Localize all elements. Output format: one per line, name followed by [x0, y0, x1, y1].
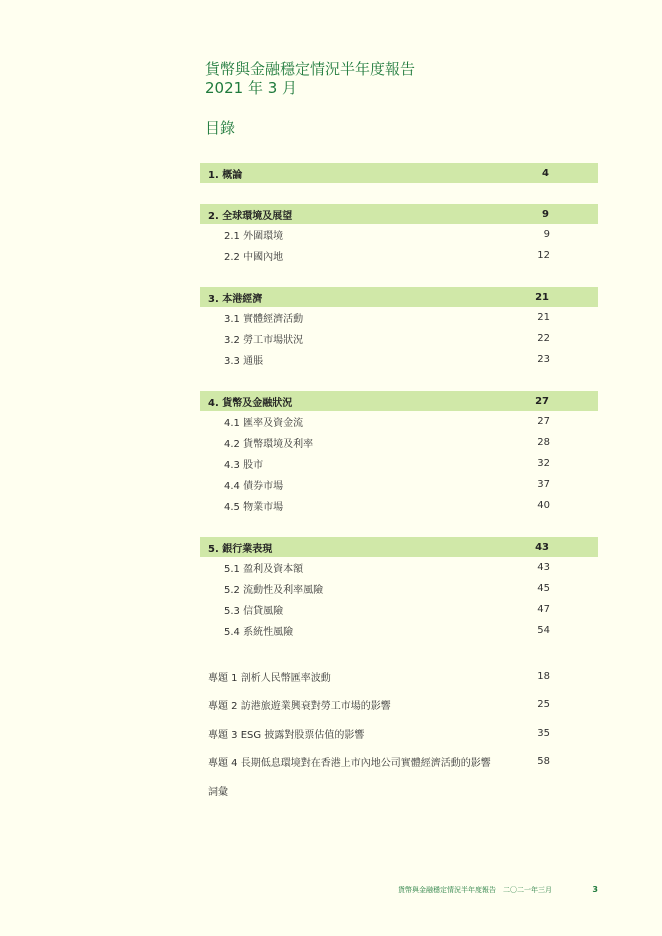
toc-special-topic[interactable]	[200, 691, 598, 720]
toc-subitem[interactable]	[200, 224, 598, 245]
toc-label: 4.2 貨幣環境及利率	[224, 439, 314, 450]
toc-section	[200, 287, 598, 370]
toc-label: 5.1 盈利及資本額	[224, 564, 304, 575]
toc-page-number: 32	[537, 458, 550, 469]
toc-subitem[interactable]	[200, 495, 598, 516]
toc-subitem[interactable]	[200, 474, 598, 495]
toc-subitem[interactable]	[200, 411, 598, 432]
toc-page-number: 37	[537, 479, 550, 490]
toc-page-number: 22	[537, 333, 550, 344]
toc-label: 5.3 信貸風險	[224, 606, 284, 617]
report-date: 2021 年 3 月	[205, 79, 298, 97]
toc-label: 3.1 實體經濟活動	[224, 314, 304, 325]
toc-page-number: 43	[537, 562, 550, 573]
toc-label: 專題 3 ESG 披露對股票估值的影響	[208, 729, 365, 741]
toc-page-number: 47	[537, 604, 550, 615]
toc-section	[200, 204, 598, 266]
toc-section	[200, 537, 598, 641]
toc-page-number: 9	[543, 229, 550, 240]
toc-label: 4.5 物業市場	[224, 502, 284, 513]
toc-subitem[interactable]	[200, 599, 598, 620]
toc-subitem[interactable]	[200, 307, 598, 328]
toc-label: 3.3 通脹	[224, 356, 264, 367]
toc-page-number: 9	[542, 208, 549, 220]
table-of-contents	[200, 163, 598, 805]
toc-section-heading[interactable]	[200, 163, 598, 183]
toc-page-number: 27	[537, 416, 550, 427]
toc-section	[200, 391, 598, 516]
toc-page-number: 35	[537, 727, 550, 739]
toc-page-number: 45	[537, 583, 550, 594]
toc-subitem[interactable]	[200, 578, 598, 599]
toc-label: 5.2 流動性及利率風險	[224, 585, 324, 596]
toc-page-number: 23	[537, 354, 550, 365]
report-title: 貨幣與金融穩定情況半年度報告	[205, 60, 416, 78]
toc-page-number: 27	[535, 395, 549, 407]
toc-section-heading[interactable]	[200, 537, 598, 557]
toc-label: 3.2 勞工市場狀況	[224, 335, 304, 346]
toc-label: 5. 銀行業表現	[208, 543, 273, 555]
toc-page-number: 40	[537, 500, 550, 511]
toc-label: 4.3 股市	[224, 460, 264, 471]
toc-section-heading[interactable]	[200, 391, 598, 411]
toc-subitem[interactable]	[200, 432, 598, 453]
toc-label: 5.4 系統性風險	[224, 627, 294, 638]
toc-subitem[interactable]	[200, 245, 598, 266]
toc-label: 4.1 匯率及資金流	[224, 418, 304, 429]
toc-label: 1. 概論	[208, 169, 243, 181]
page-number: 3	[592, 885, 598, 894]
toc-label: 2. 全球環境及展望	[208, 210, 293, 222]
toc-section	[200, 163, 598, 183]
page-footer	[398, 885, 598, 895]
toc-subitem[interactable]	[200, 349, 598, 370]
toc-label: 專題 1 剖析人民幣匯率波動	[208, 672, 331, 684]
toc-section-heading[interactable]	[200, 204, 598, 224]
toc-label: 4. 貨幣及金融狀況	[208, 397, 293, 409]
toc-page-number: 25	[537, 699, 550, 711]
toc-page-number: 43	[535, 541, 549, 553]
toc-label: 2.1 外圍環境	[224, 231, 284, 242]
toc-page-number: 28	[537, 437, 550, 448]
toc-label: 詞彙	[208, 786, 228, 798]
toc-page-number: 58	[537, 756, 550, 768]
toc-subitem[interactable]	[200, 328, 598, 349]
toc-section-heading[interactable]	[200, 287, 598, 307]
toc-special-topic[interactable]	[200, 776, 598, 805]
toc-label: 專題 4 長期低息環境對在香港上市內地公司實體經濟活動的影響	[208, 758, 491, 770]
toc-subitem[interactable]	[200, 557, 598, 578]
toc-special-topic[interactable]	[200, 748, 598, 777]
toc-label: 專題 2 訪港旅遊業興衰對勞工市場的影響	[208, 701, 391, 713]
toc-page-number: 12	[537, 250, 550, 261]
toc-page-number: 21	[537, 312, 550, 323]
toc-special-topic[interactable]	[200, 719, 598, 748]
toc-page-number: 18	[537, 670, 550, 682]
report-title-block	[205, 60, 415, 98]
footer-text: 貨幣與金融穩定情況半年度報告 二〇二一年三月	[398, 886, 552, 894]
toc-subitem[interactable]	[200, 453, 598, 474]
toc-subitem[interactable]	[200, 620, 598, 641]
toc-page-number: 54	[537, 625, 550, 636]
toc-label: 4.4 債券市場	[224, 481, 284, 492]
toc-special-topic[interactable]	[200, 662, 598, 691]
toc-label: 3. 本港經濟	[208, 293, 263, 305]
toc-page-number: 4	[542, 167, 549, 179]
toc-heading: 目錄	[205, 119, 236, 137]
toc-label: 2.2 中國內地	[224, 252, 284, 263]
toc-page-number: 21	[535, 291, 549, 303]
